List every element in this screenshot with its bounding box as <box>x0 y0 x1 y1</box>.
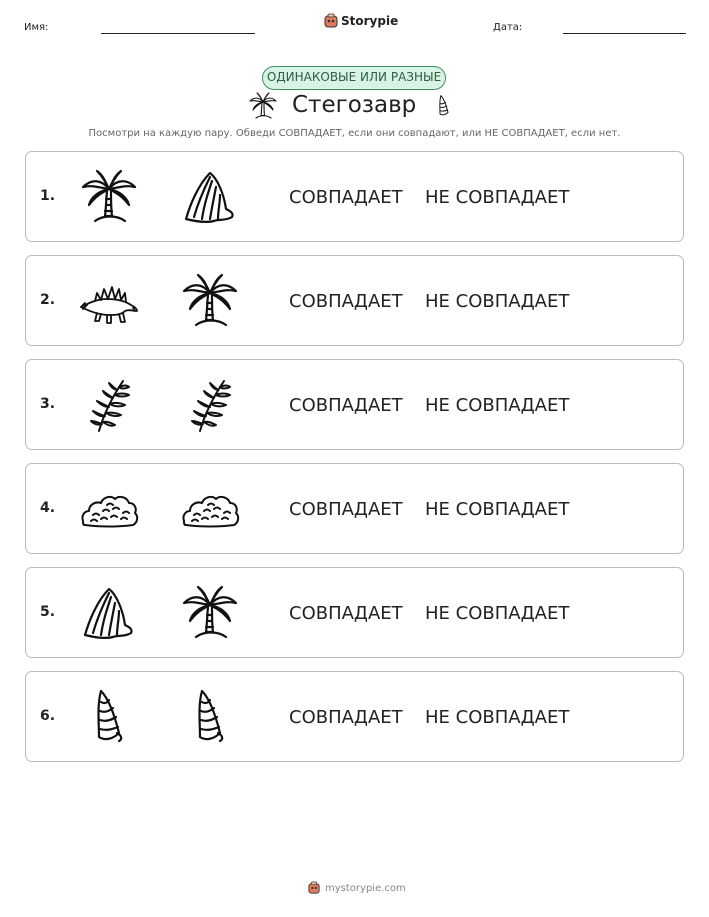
match-option[interactable]: СОВПАДАЕТ <box>289 291 403 312</box>
no-match-option[interactable]: НЕ СОВПАДАЕТ <box>425 187 570 208</box>
no-match-option[interactable]: НЕ СОВПАДАЕТ <box>425 707 570 728</box>
exercise-row-2 <box>25 255 684 346</box>
match-option[interactable]: СОВПАДАЕТ <box>289 603 403 624</box>
match-option[interactable]: СОВПАДАЕТ <box>289 499 403 520</box>
name-field[interactable] <box>101 33 255 34</box>
brand-name: Storypie <box>341 14 399 28</box>
exercise-row-1 <box>25 151 684 242</box>
footer <box>308 881 406 895</box>
no-match-option[interactable]: НЕ СОВПАДАЕТ <box>425 291 570 312</box>
storypie-mascot-icon <box>324 13 338 29</box>
row-number: 6. <box>40 708 56 724</box>
palm-tree-icon <box>79 169 139 225</box>
date-label: Дата: <box>493 22 523 33</box>
exercise-row-4 <box>25 463 684 554</box>
row-number: 2. <box>40 292 56 308</box>
exercise-row-3 <box>25 359 684 450</box>
footer-url[interactable]: mystorypie.com <box>325 882 406 894</box>
bush-icon <box>79 481 139 537</box>
palm-tree-icon <box>180 273 240 329</box>
match-option[interactable]: СОВПАДАЕТ <box>289 707 403 728</box>
tail-spike-icon <box>79 689 139 745</box>
palm-tree-icon <box>180 585 240 641</box>
palm-tree-icon <box>248 90 278 122</box>
row-number: 1. <box>40 188 56 204</box>
dorsal-plate-icon <box>180 169 240 225</box>
stegosaurus-icon <box>79 273 139 329</box>
fern-leaf-icon <box>79 377 139 433</box>
tail-spike-icon <box>432 91 456 121</box>
no-match-option[interactable]: НЕ СОВПАДАЕТ <box>425 499 570 520</box>
exercise-row-5 <box>25 567 684 658</box>
page-title: Стегозавр <box>292 92 417 118</box>
exercise-row-6 <box>25 671 684 762</box>
instructions: Посмотри на каждую пару. Обведи СОВПАДАЕТ, если они совпадают, или НЕ СОВПАДАЕТ, если нет. <box>88 128 621 139</box>
no-match-option[interactable]: НЕ СОВПАДАЕТ <box>425 603 570 624</box>
no-match-option[interactable]: НЕ СОВПАДАЕТ <box>425 395 570 416</box>
storypie-mascot-icon <box>308 881 320 895</box>
bush-icon <box>180 481 240 537</box>
activity-type-badge: ОДИНАКОВЫЕ ИЛИ РАЗНЫЕ <box>262 66 446 90</box>
brand-logo <box>324 13 398 29</box>
match-option[interactable]: СОВПАДАЕТ <box>289 187 403 208</box>
tail-spike-icon <box>180 689 240 745</box>
dorsal-plate-icon <box>79 585 139 641</box>
row-number: 4. <box>40 500 56 516</box>
row-number: 5. <box>40 604 56 620</box>
fern-leaf-icon <box>180 377 240 433</box>
name-label: Имя: <box>24 22 49 33</box>
date-field[interactable] <box>563 33 686 34</box>
row-number: 3. <box>40 396 56 412</box>
match-option[interactable]: СОВПАДАЕТ <box>289 395 403 416</box>
